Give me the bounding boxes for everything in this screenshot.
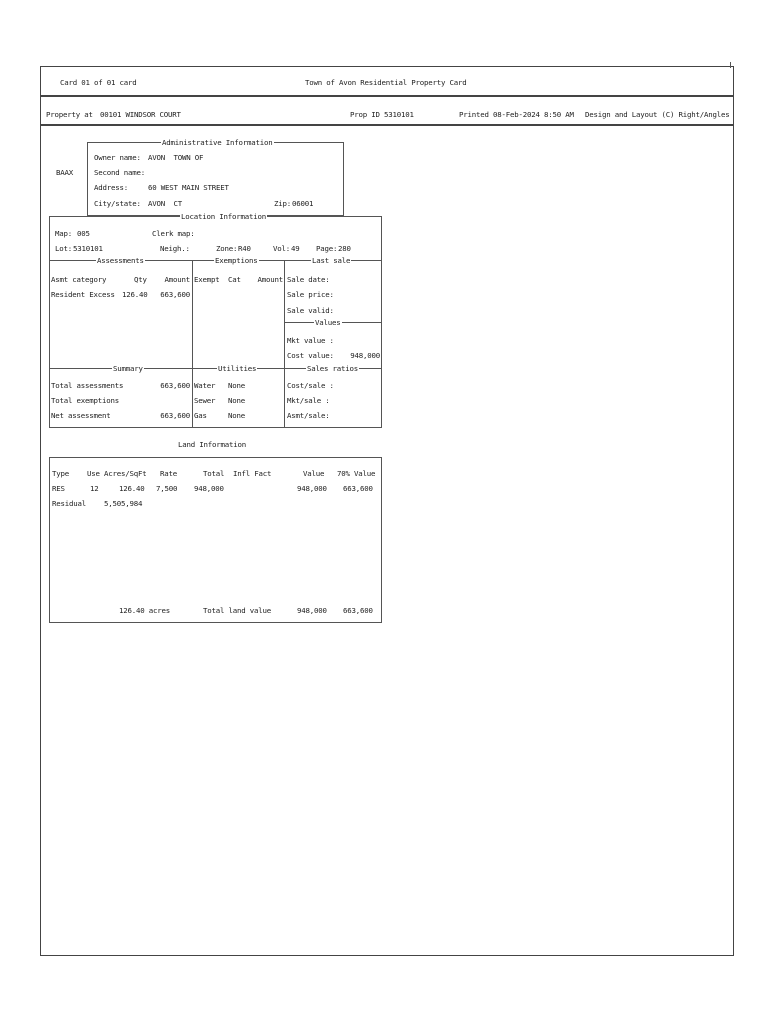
zip-label: Zip:	[274, 199, 291, 208]
last-sale-title: Last sale	[312, 256, 351, 265]
assess-col-category: Asmt category	[51, 275, 107, 284]
page-label: Page:	[316, 244, 338, 253]
sewer-value: None	[228, 396, 245, 405]
water-label: Water	[194, 381, 216, 390]
sale-price-label: Sale price:	[287, 290, 334, 299]
assessments-title: Assessments	[97, 256, 144, 265]
land-col-use: Use	[87, 469, 100, 478]
vol-label: Vol:	[273, 244, 290, 253]
sales-ratios-title: Sales ratios	[307, 364, 358, 373]
assess-row-qty: 126.40	[122, 290, 148, 299]
total-assess-label: Total assessments	[51, 381, 124, 390]
owner-label: Owner name:	[94, 153, 141, 162]
cost-sale-label: Cost/sale :	[287, 381, 334, 390]
location-title: Location Information	[181, 212, 266, 221]
subheader-divider	[40, 124, 734, 126]
assess-row-category: Resident Excess	[51, 290, 115, 299]
land-col-acres: Acres/SqFt	[104, 469, 147, 478]
card-count: Card 01 of 01 card	[60, 78, 137, 87]
land-title: Land Information	[178, 440, 246, 449]
top-right-tick	[730, 62, 731, 68]
city-label: City/state:	[94, 199, 141, 208]
sale-date-label: Sale date:	[287, 275, 330, 284]
exempt-col-amount: Amount	[257, 275, 283, 284]
land-col-total: Total	[203, 469, 225, 478]
design-credit: Design and Layout (C) Right/Angles	[585, 110, 730, 119]
assess-col-amount: Amount	[164, 275, 190, 284]
property-address: 00101 WINDSOR COURT	[100, 110, 181, 119]
values-title: Values	[315, 318, 341, 327]
exempt-sale-divider	[284, 260, 285, 428]
asmt-sale-label: Asmt/sale:	[287, 411, 330, 420]
exemptions-title: Exemptions	[215, 256, 258, 265]
land-row1-total: 948,000	[194, 484, 224, 493]
vol-value: 49	[291, 244, 300, 253]
total-exempt-label: Total exemptions	[51, 396, 119, 405]
land-row1-value70: 663,600	[343, 484, 373, 493]
map-value: 005	[77, 229, 90, 238]
address-value: 60 WEST MAIN STREET	[148, 183, 229, 192]
net-assess-value: 663,600	[160, 411, 190, 420]
card-title: Town of Avon Residential Property Card	[305, 78, 467, 87]
land-col-value70: 70% Value	[337, 469, 376, 478]
land-row1-acres: 126.40	[119, 484, 145, 493]
admin-code: BAAX	[56, 168, 73, 177]
land-row2-type: Residual	[52, 499, 86, 508]
mkt-sale-label: Mkt/sale :	[287, 396, 330, 405]
land-row1-use: 12	[90, 484, 99, 493]
city-value: AVON CT	[148, 199, 182, 208]
land-col-rate: Rate	[160, 469, 177, 478]
land-footer-label: Total land value	[203, 606, 271, 615]
summary-title: Summary	[113, 364, 143, 373]
lot-label: Lot:	[55, 244, 72, 253]
header-divider	[40, 95, 734, 97]
exempt-col-exempt: Exempt	[194, 275, 220, 284]
land-box	[49, 457, 382, 623]
assess-exempt-divider	[192, 260, 193, 428]
assess-col-qty: Qty	[134, 275, 147, 284]
land-col-infl: Infl Fact	[233, 469, 272, 478]
land-row1-value: 948,000	[297, 484, 327, 493]
second-label: Second name:	[94, 168, 145, 177]
land-footer-acres: 126.40 acres	[119, 606, 170, 615]
land-footer-value70: 663,600	[343, 606, 373, 615]
property-label: Property at	[46, 110, 93, 119]
land-col-value: Value	[303, 469, 325, 478]
address-label: Address:	[94, 183, 128, 192]
sale-valid-label: Sale valid:	[287, 306, 334, 315]
land-row1-type: RES	[52, 484, 65, 493]
printed-date: Printed 08-Feb-2024 8:50 AM	[459, 110, 574, 119]
prop-id: Prop ID 5310101	[350, 110, 414, 119]
land-row1-rate: 7,500	[156, 484, 178, 493]
zip-value: 06001	[292, 199, 314, 208]
exempt-col-cat: Cat	[228, 275, 241, 284]
water-value: None	[228, 381, 245, 390]
admin-title: Administrative Information	[162, 138, 273, 147]
gas-label: Gas	[194, 411, 207, 420]
lot-value: 5310101	[73, 244, 103, 253]
net-assess-label: Net assessment	[51, 411, 111, 420]
mkt-value-label: Mkt value :	[287, 336, 334, 345]
assess-row-amount: 663,600	[160, 290, 190, 299]
utilities-title: Utilities	[218, 364, 257, 373]
zone-value: R40	[238, 244, 251, 253]
zone-label: Zone:	[216, 244, 238, 253]
page-value: 280	[338, 244, 351, 253]
sewer-label: Sewer	[194, 396, 216, 405]
land-footer-value: 948,000	[297, 606, 327, 615]
land-col-type: Type	[52, 469, 69, 478]
neigh-label: Neigh.:	[160, 244, 190, 253]
cost-value: 948,000	[350, 351, 380, 360]
owner-name: AVON TOWN OF	[148, 153, 204, 162]
cost-value-label: Cost value:	[287, 351, 334, 360]
clerk-label: Clerk map:	[152, 229, 195, 238]
gas-value: None	[228, 411, 245, 420]
total-assess-value: 663,600	[160, 381, 190, 390]
land-row2-acres: 5,505,984	[104, 499, 143, 508]
map-label: Map:	[55, 229, 72, 238]
